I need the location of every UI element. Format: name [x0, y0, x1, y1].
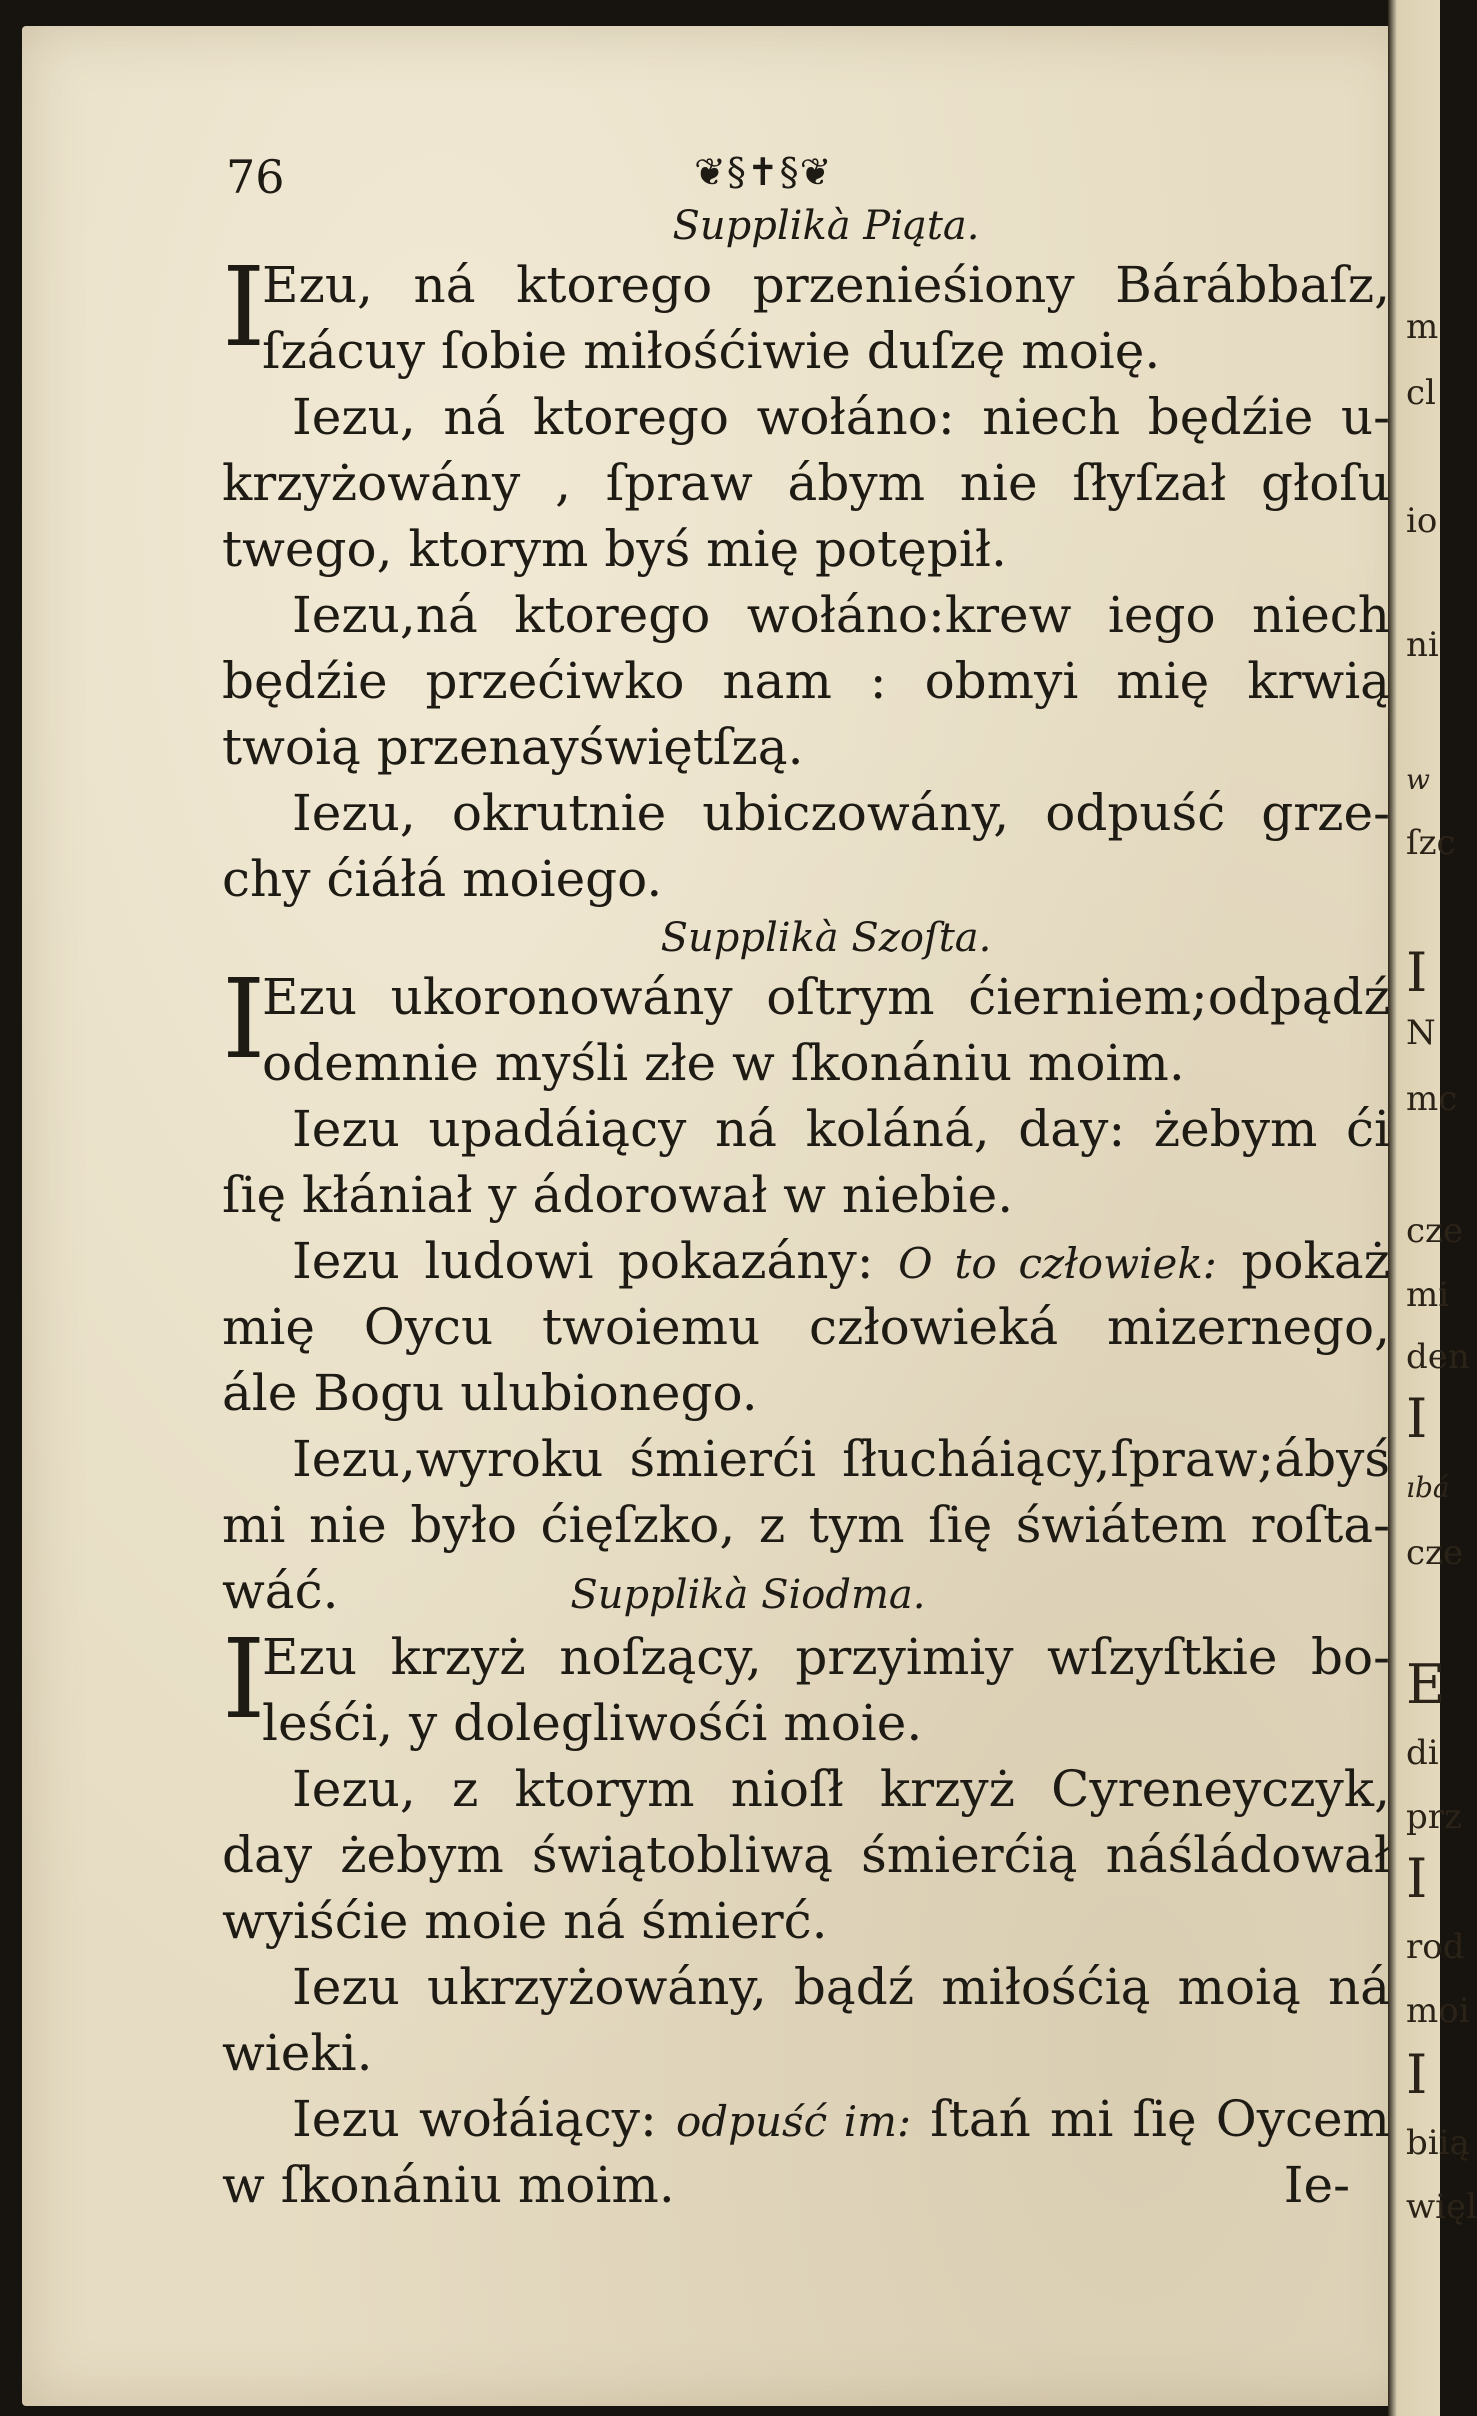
text-line: Iezu, z ktorym nioſł krzyż Cyreneyczyk,: [292, 1760, 1390, 1818]
facing-fragment: prz: [1406, 1797, 1462, 1837]
text-run: w ſkonániu moim.: [222, 2156, 675, 2214]
text-run: Iezu wołáiący:: [292, 2090, 657, 2148]
facing-fragment: więl: [1406, 2187, 1477, 2227]
text-line: ſzácuy ſobie miłośćiwie duſzę moię.: [262, 322, 1161, 380]
drop-cap: I: [222, 955, 266, 1083]
facing-fragment: N: [1406, 1013, 1436, 1053]
text-run: Iezu ludowi pokazány:: [292, 1232, 874, 1290]
page-body: [222, 200, 1390, 2218]
facing-fragment: den: [1406, 1337, 1470, 1377]
paragraph-block: [222, 243, 1390, 384]
facing-fragment: rod: [1406, 1927, 1465, 1967]
text-line: [222, 1228, 1390, 1294]
drop-cap: I: [222, 243, 266, 371]
facing-fragment: ıbá: [1406, 1471, 1450, 1504]
section-heading: Supplikà Siodma.: [570, 1572, 926, 1618]
facing-fragment: di: [1406, 1733, 1439, 1773]
facing-fragment: I: [1406, 2043, 1428, 2106]
paragraph-block: [222, 955, 1390, 1096]
facing-fragment: io: [1406, 501, 1438, 541]
text-run: pokaż: [1241, 1232, 1390, 1290]
italic-quote: odpuść im:: [675, 2097, 912, 2146]
text-run: wáć.: [222, 1562, 339, 1620]
page-number: 76: [226, 150, 285, 204]
text-line: chy ćiáłá moiego.: [222, 850, 663, 908]
text-line: day żebym świątobliwą śmierćią náśládował: [222, 1826, 1390, 1884]
section-heading: Supplikà Szoſta.: [660, 915, 992, 961]
facing-fragment: mc: [1406, 1079, 1458, 1119]
facing-fragment: w: [1406, 763, 1430, 796]
section-heading: Supplikà Piąta.: [672, 203, 980, 249]
facing-fragment: I: [1406, 941, 1428, 1004]
text-line: [222, 1558, 1390, 1624]
facing-fragment: cze: [1406, 1211, 1464, 1251]
facing-fragment: ſzc: [1406, 823, 1456, 863]
text-line: będźie przećiwko nam : obmyi mię krwią: [222, 652, 1390, 710]
text-line: Iezu,wyroku śmierći ſłucháiący,ſpraw;ábyś: [292, 1430, 1390, 1488]
text-line: odemnie myśli złe w ſkonániu moim.: [262, 1034, 1185, 1092]
facing-fragment: cze: [1406, 1533, 1464, 1573]
text-line: Iezu upadáiący ná koláná, day: żebym ći: [292, 1100, 1390, 1158]
catchword: Ie-: [1283, 2156, 1350, 2214]
text-line: mię Oycu twoiemu człowieká mizernego,: [222, 1298, 1390, 1356]
text-line: mi nie było ćięſzko, z tym ſię świátem roſta-: [222, 1496, 1390, 1554]
text-line: twego, ktorym byś mię potępił.: [222, 520, 1007, 578]
facing-fragment: E: [1406, 1653, 1446, 1716]
paragraph-block: [222, 1615, 1390, 1756]
text-line: [222, 2152, 1390, 2218]
facing-fragment: mi: [1406, 1275, 1450, 1315]
facing-fragment: m: [1406, 307, 1439, 347]
text-line: Iezu,ná ktorego wołáno:krew iego niech: [292, 586, 1390, 644]
text-line: leśći, y dolegliwośći moie.: [262, 1694, 923, 1752]
text-line: Ezu ukoronowány oſtrym ćierniem;odpądź: [262, 968, 1390, 1026]
facing-fragment: moi: [1406, 1991, 1470, 2031]
italic-quote: O to człowiek:: [898, 1239, 1217, 1288]
text-line: [222, 2086, 1390, 2152]
text-line: Ezu, ná ktorego przenieśiony Bárábbaſz,: [262, 256, 1390, 314]
text-line: krzyżowány , ſpraw ábym nie ſłyſzał głoſu: [222, 454, 1390, 512]
text-line: twoią przenayświętſzą.: [222, 718, 804, 776]
text-run: ſtań mi ſię Oycem: [930, 2090, 1390, 2148]
text-line: ſię kłániał y ádorował w niebie.: [222, 1166, 1014, 1224]
text-line: Ezu krzyż noſzący, przyimiy wſzyſtkie bo-: [262, 1628, 1390, 1686]
text-line: Iezu ukrzyżowány, bądź miłośćią moią ná: [292, 1958, 1390, 2016]
facing-fragment: I: [1406, 1387, 1428, 1450]
facing-fragment: ni: [1406, 625, 1439, 665]
facing-fragment: cl: [1406, 373, 1436, 413]
text-line: ále Bogu ulubionego.: [222, 1364, 758, 1422]
text-line: Iezu, okrutnie ubiczowány, odpuść grze-: [292, 784, 1390, 842]
text-line: wieki.: [222, 2024, 373, 2082]
text-line: Iezu, ná ktorego wołáno: niech będźie u-: [292, 388, 1390, 446]
facing-page-fragments: [1396, 0, 1477, 2416]
header-ornament: ❦§✝§❦: [694, 150, 833, 194]
facing-fragment: biią: [1406, 2123, 1470, 2163]
drop-cap: I: [222, 1615, 266, 1743]
facing-fragment: I: [1406, 1847, 1428, 1910]
text-line: wyiśćie moie ná śmierć.: [222, 1892, 828, 1950]
